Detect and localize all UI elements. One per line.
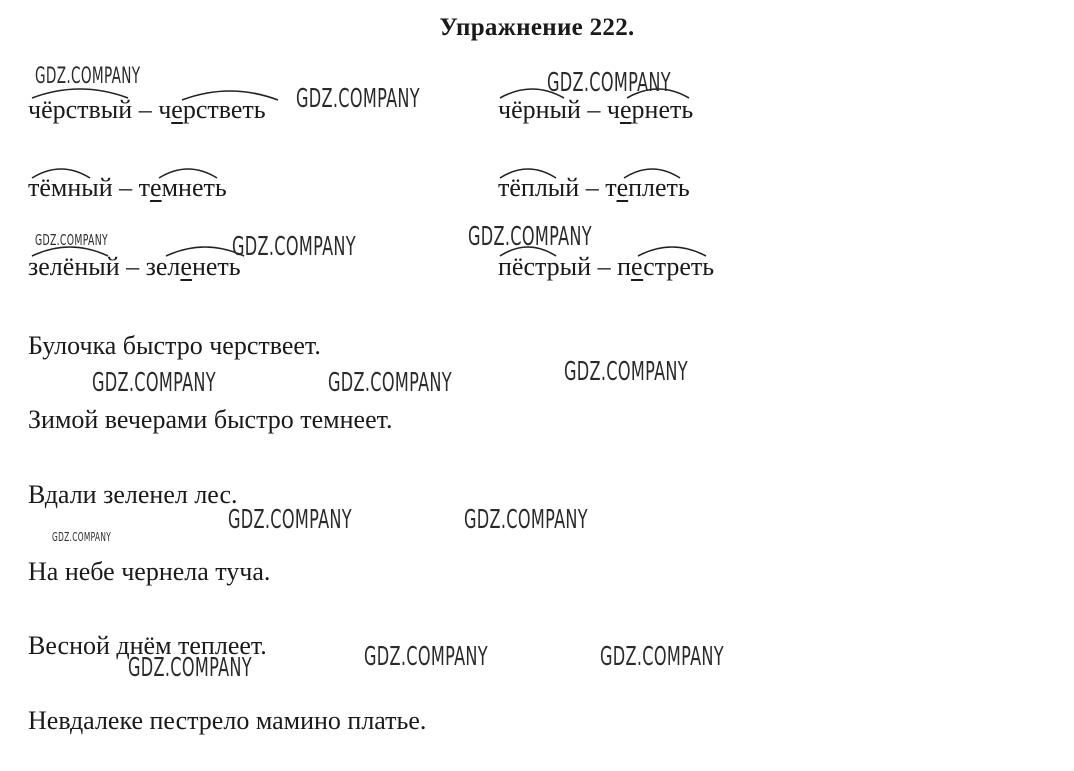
verb: темнеть — [138, 173, 227, 202]
adjective: тёплый — [498, 173, 580, 202]
dash: – — [580, 95, 607, 124]
watermark: GDZ.COMPANY — [564, 357, 688, 387]
watermark: GDZ.COMPANY — [92, 368, 216, 398]
dash: – — [132, 95, 159, 124]
sentence: Невдалеке пестрело мамино платье. — [28, 706, 427, 735]
watermark: GDZ.COMPANY — [600, 642, 724, 672]
adjective: чёрный — [498, 95, 581, 124]
watermark: GDZ.COMPANY — [328, 368, 452, 398]
verb: чернеть — [606, 95, 694, 124]
watermark: GDZ.COMPANY — [468, 222, 592, 252]
verb: теплеть — [605, 173, 690, 202]
dash: – — [591, 252, 618, 281]
word-pair — [28, 252, 241, 282]
verb: зеленеть — [145, 252, 241, 281]
watermark: GDZ.COMPANY — [232, 232, 356, 262]
exercise-title: Упражнение 222. — [439, 14, 635, 41]
watermark: GDZ.COMPANY — [35, 64, 141, 89]
watermark: GDZ.COMPANY — [296, 84, 420, 114]
adjective: пёстрый — [498, 252, 592, 281]
dash: – — [579, 173, 606, 202]
watermark: GDZ.COMPANY — [52, 530, 112, 544]
word-pair — [498, 173, 690, 203]
sentence: Весной днём теплеет. — [28, 631, 267, 660]
dash: – — [112, 173, 139, 202]
word-pair — [28, 173, 227, 203]
sentence: Зимой вечерами быстро темнеет. — [28, 405, 393, 434]
sentence: Вдали зеленел лес. — [28, 480, 238, 509]
watermark: GDZ.COMPANY — [228, 505, 352, 535]
underlined-vowel: е — [616, 173, 629, 202]
adjective: зелёный — [28, 252, 120, 281]
underlined-vowel: е — [620, 95, 632, 124]
verb: пестреть — [617, 252, 715, 281]
word-pair — [498, 252, 714, 282]
sentence: На небе чернела туча. — [28, 557, 271, 586]
word-pair — [28, 95, 266, 125]
underlined-vowel: е — [180, 252, 192, 281]
watermark: GDZ.COMPANY — [464, 505, 588, 535]
watermark: GDZ.COMPANY — [364, 642, 488, 672]
adjective: тёмный — [28, 173, 113, 202]
watermark: GDZ.COMPANY — [128, 653, 252, 683]
watermark: GDZ.COMPANY — [547, 68, 671, 98]
underlined-vowel: е — [171, 95, 183, 124]
adjective: чёрствый — [28, 95, 133, 124]
watermark: GDZ.COMPANY — [35, 231, 108, 249]
underlined-vowel: е — [150, 173, 162, 202]
word-pair — [498, 95, 693, 125]
dash: – — [119, 252, 146, 281]
underlined-vowel: е — [630, 252, 644, 281]
verb: черстветь — [158, 95, 266, 124]
sentence: Булочка быстро черствеет. — [28, 331, 321, 360]
